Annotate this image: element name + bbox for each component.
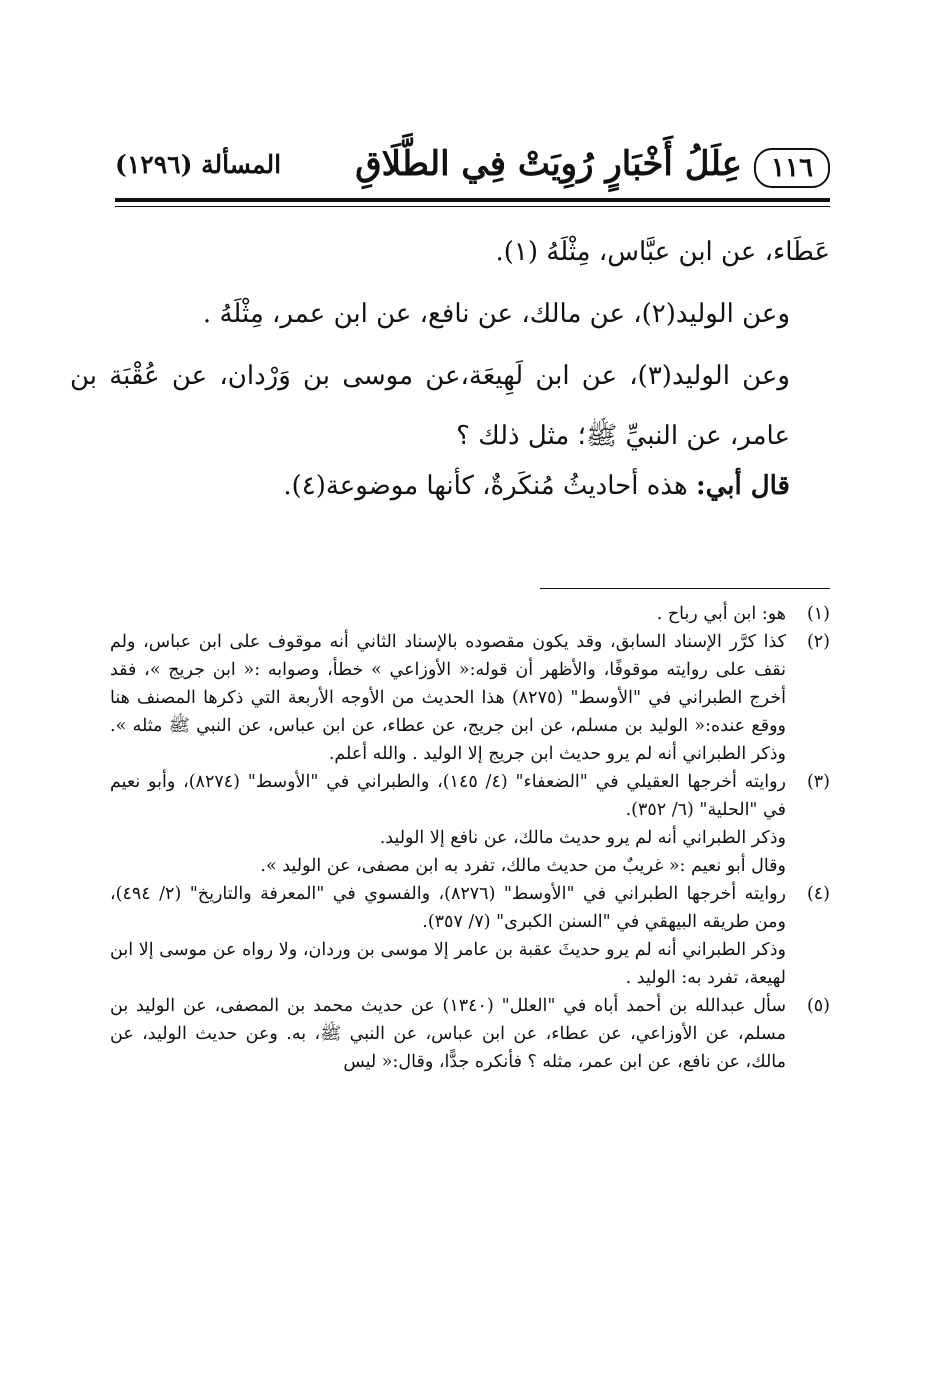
footnote-number: (١) <box>806 604 830 624</box>
footnotes <box>110 600 830 1076</box>
footnote-separator <box>540 588 830 589</box>
page-header <box>115 140 830 190</box>
footnote-text: وذكر الطبراني أنه لم يرو حديث مالك، عن نافع إلا الوليد. <box>379 828 786 848</box>
footnote <box>110 600 830 628</box>
footnote-text: هو: ابن أبي رباح . <box>656 604 786 624</box>
footnote <box>110 992 830 1076</box>
footnote-text: روايته أخرجها العقيلي في "الضعفاء" (٤/ ١٤٥)، والطبراني في "الأوسط" (٨٢٧٤)، وأبو نعيم في "الحلية" (٦/ ٣٥٢). <box>110 772 786 820</box>
main-text: عَطَاء، عن ابن عبَّاس، مِثْلَهُ (١). <box>495 237 830 267</box>
speaker-label: قال أبي: <box>695 471 790 501</box>
main-paragraph-4 <box>70 456 830 516</box>
footnote <box>110 880 830 992</box>
footnote-number: (٢) <box>806 632 830 652</box>
main-text: وعن الوليد(٢)، عن مالك، عن نافع، عن ابن عمر، مِثْلَهُ . <box>202 299 790 329</box>
page-number: ١١٦ <box>754 148 830 188</box>
issue-number: المسألة (١٢٩٦) <box>115 150 282 179</box>
main-text: هذه أحاديثُ مُنكَرةٌ، كأنها موضوعة(٤). <box>283 471 688 501</box>
main-paragraph-1 <box>110 222 830 282</box>
footnote-number: (٤) <box>806 884 830 904</box>
footnote-text: سأل عبدالله بن أحمد أباه في "العلل" (١٣٤٠) عن حديث محمد بن المصفى، عن الوليد بن مسلم، عن الأوزاعي، عن عطاء، عن ابن عباس، عن النبي ﷺ، به. وعن حديث الوليد، عن مالك، عن نافع، عن ابن عمر، مثله ؟ فأنكره جدًّا، وقال:« ليس <box>110 996 786 1072</box>
main-paragraph-3 <box>70 346 830 466</box>
footnote <box>110 628 830 768</box>
main-paragraph-2 <box>70 284 830 344</box>
header-rule-thin <box>115 206 830 207</box>
header-rule-thick <box>115 198 830 202</box>
main-text: وعن الوليد(٣)، عن ابن لَهِيعَة،عن موسى بن وَرْدان، عن عُقْبَة بن عامر، عن النبيِّ ﷺ؛ مثل ذلك ؟ <box>70 361 790 451</box>
footnote-text: كذا كرَّر الإسناد السابق، وقد يكون مقصوده بالإسناد الثاني أنه موقوف على ابن عباس، ولم نقف على روايته موقوفًا، والأظهر أن قوله:« الأوزاعي » خطأ، وصوابه :« ابن جريج »، فقد أخرج الطبراني في "الأوسط" (٨٢٧٥) هذا الحديث من الأوجه الأربعة التي ذكرها المصنف هنا ووقع عنده:« الوليد بن مسلم، عن ابن جريج، عن عطاء، عن ابن عباس، عن النبي ﷺ مثله ». وذكر الطبراني أنه لم يرو حديث ابن جريج إلا الوليد . والله أعلم. <box>110 632 787 764</box>
footnote <box>110 768 830 880</box>
footnote-text: روايته أخرجها الطبراني في "الأوسط" (٨٢٧٦)، والفسوي في "المعرفة والتاريخ" (٢/ ٤٩٤)، ومن طريقه البيهقي في "السنن الكبرى" (٧/ ٣٥٧). <box>110 884 786 932</box>
book-title: عِلَلُ أَخْبَارٍ رُوِيَتْ فِي الطَّلَاقِ <box>355 144 742 184</box>
footnote-text: وذكر الطبراني أنه لم يرو حديثَ عقبة بن عامر إلا موسى بن وردان، ولا رواه عن موسى إلا ابن لهيعة، تفرد به: الوليد . <box>110 940 786 988</box>
footnote-text: وقال أبو نعيم :« غريبٌ من حديث مالك، تفرد به ابن مصفى، عن الوليد ». <box>260 856 786 876</box>
footnote-number: (٥) <box>806 996 830 1016</box>
footnote-number: (٣) <box>806 772 830 792</box>
